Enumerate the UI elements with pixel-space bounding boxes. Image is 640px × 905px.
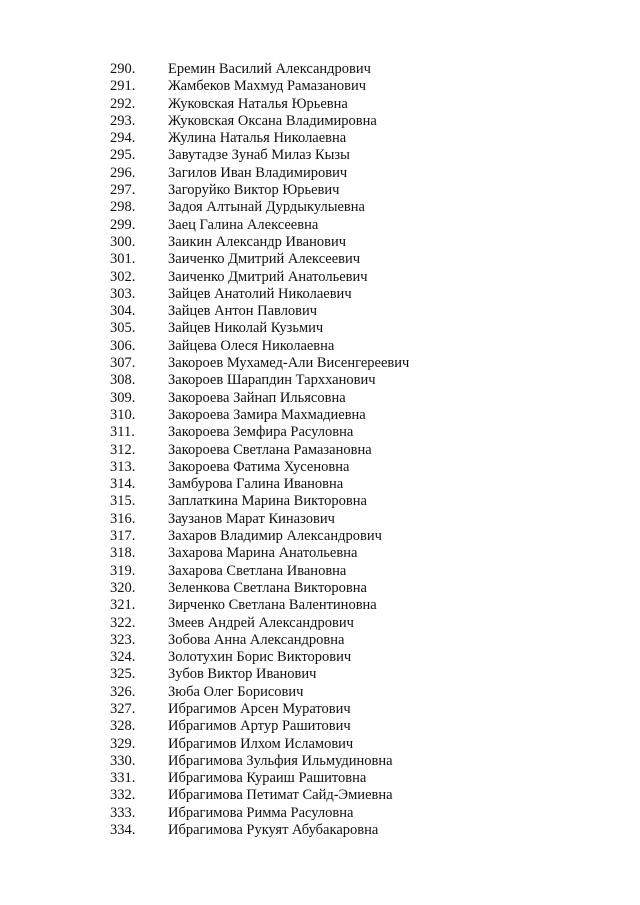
entry-number: 310. <box>110 406 136 423</box>
entry-number: 294. <box>110 130 136 147</box>
list-item <box>110 113 620 130</box>
entry-name: Заец Галина Алексеевна <box>168 216 319 233</box>
entry-name: Жуковская Оксана Владимировна <box>168 112 377 129</box>
entry-number: 333. <box>110 804 136 821</box>
entry-name: Зобова Анна Александровна <box>168 631 345 648</box>
entry-number: 315. <box>110 493 136 510</box>
list-item <box>110 545 620 562</box>
list-item <box>110 424 620 441</box>
entry-number: 299. <box>110 216 136 233</box>
list-item <box>110 649 620 666</box>
list-item <box>110 718 620 735</box>
entry-number: 293. <box>110 112 136 129</box>
entry-name: Ибрагимова Зульфия Ильмудиновна <box>168 752 393 769</box>
list-item <box>110 753 620 770</box>
entry-name: Зеленкова Светлана Викторовна <box>168 579 367 596</box>
entry-number: 325. <box>110 666 136 683</box>
entry-number: 309. <box>110 389 136 406</box>
list-item <box>110 355 620 372</box>
entry-number: 304. <box>110 303 136 320</box>
entry-number: 297. <box>110 182 136 199</box>
entry-number: 322. <box>110 614 136 631</box>
entry-number: 316. <box>110 510 136 527</box>
entry-name: Заикин Александр Иванович <box>168 233 347 250</box>
entry-name: Зубов Виктор Иванович <box>168 666 317 683</box>
entry-number: 290. <box>110 61 136 77</box>
entry-name: Зайцев Антон Павлович <box>168 303 318 320</box>
entry-name: Загоруйко Виктор Юрьевич <box>168 182 340 199</box>
entry-number: 291. <box>110 78 136 95</box>
list-item <box>110 805 620 822</box>
entry-name: Захаров Владимир Александрович <box>168 528 382 545</box>
list-item <box>110 442 620 459</box>
entry-number: 319. <box>110 562 136 579</box>
list-item <box>110 770 620 787</box>
entry-number: 312. <box>110 441 136 458</box>
entry-number: 331. <box>110 770 136 787</box>
list-item <box>110 320 620 337</box>
list-item <box>110 182 620 199</box>
entry-number: 334. <box>110 822 136 839</box>
list-item <box>110 372 620 389</box>
entry-number: 296. <box>110 164 136 181</box>
list-item <box>110 493 620 510</box>
entry-number: 318. <box>110 545 136 562</box>
list-item <box>110 684 620 701</box>
entry-name: Закороев Шарапдин Тархханович <box>168 372 376 389</box>
entry-number: 305. <box>110 320 136 337</box>
list-item <box>110 459 620 476</box>
list-item <box>110 701 620 718</box>
entry-number: 292. <box>110 95 136 112</box>
list-item <box>110 286 620 303</box>
entry-number: 332. <box>110 787 136 804</box>
list-item <box>110 269 620 286</box>
entry-number: 324. <box>110 649 136 666</box>
entry-number: 323. <box>110 631 136 648</box>
entry-name: Зайцев Анатолий Николаевич <box>168 285 352 302</box>
list-item <box>110 736 620 753</box>
entry-name: Закороева Светлана Рамазановна <box>168 441 372 458</box>
entry-number: 308. <box>110 372 136 389</box>
entry-name: Золотухин Борис Викторович <box>168 649 352 666</box>
entry-name: Зюба Олег Борисович <box>168 683 304 700</box>
list-item <box>110 615 620 632</box>
entry-number: 311. <box>110 424 135 441</box>
entry-number: 307. <box>110 355 136 372</box>
entry-name: Захарова Светлана Ивановна <box>168 562 347 579</box>
entry-name: Закороева Фатима Хусеновна <box>168 458 350 475</box>
entry-name: Жулина Наталья Николаевна <box>168 130 347 147</box>
entry-number: 300. <box>110 233 136 250</box>
entry-number: 303. <box>110 285 136 302</box>
list-item <box>110 251 620 268</box>
list-item <box>110 787 620 804</box>
list-item <box>110 563 620 580</box>
entry-number: 295. <box>110 147 136 164</box>
list-item <box>110 390 620 407</box>
entry-name: Ибрагимов Илхом Исламович <box>168 735 354 752</box>
list-item <box>110 96 620 113</box>
entry-name: Ибрагимова Римма Расуловна <box>168 804 354 821</box>
entry-name: Заиченко Дмитрий Алексеевич <box>168 251 361 268</box>
entry-name: Ибрагимова Петимат Сайд-Эмиевна <box>168 787 393 804</box>
entry-number: 317. <box>110 528 136 545</box>
entry-name: Заплаткина Марина Викторовна <box>168 493 367 510</box>
entry-name: Закороева Земфира Расуловна <box>168 424 354 441</box>
list-item <box>110 822 620 839</box>
entry-number: 327. <box>110 700 136 717</box>
entry-name: Зайцева Олеся Николаевна <box>168 337 335 354</box>
entry-number: 328. <box>110 718 136 735</box>
entry-name: Загилов Иван Владимирович <box>168 164 348 181</box>
entry-name: Ибрагимов Артур Рашитович <box>168 718 351 735</box>
entry-name: Закороев Мухамед-Али Висенгереевич <box>168 355 410 372</box>
entry-number: 306. <box>110 337 136 354</box>
entry-name: Заузанов Марат Киназович <box>168 510 335 527</box>
list-item <box>110 580 620 597</box>
list-item <box>110 78 620 95</box>
entry-name: Ибрагимова Рукуят Абубакаровна <box>168 822 379 839</box>
list-item <box>110 476 620 493</box>
entry-number: 313. <box>110 458 136 475</box>
list-item <box>110 407 620 424</box>
list-item <box>110 165 620 182</box>
list-item <box>110 61 620 78</box>
list-item <box>110 666 620 683</box>
list-item <box>110 199 620 216</box>
entry-name: Жуковская Наталья Юрьевна <box>168 95 348 112</box>
name-list <box>110 61 620 839</box>
entry-name: Зирченко Светлана Валентиновна <box>168 597 377 614</box>
entry-number: 298. <box>110 199 136 216</box>
entry-number: 330. <box>110 752 136 769</box>
entry-name: Еремин Василий Александрович <box>168 61 371 77</box>
list-item <box>110 147 620 164</box>
list-item <box>110 217 620 234</box>
entry-name: Заиченко Дмитрий Анатольевич <box>168 268 368 285</box>
list-item <box>110 632 620 649</box>
list-item <box>110 130 620 147</box>
list-item <box>110 234 620 251</box>
entry-name: Закороева Зайнап Ильясовна <box>168 389 346 406</box>
entry-number: 302. <box>110 268 136 285</box>
entry-number: 314. <box>110 476 136 493</box>
entry-number: 329. <box>110 735 136 752</box>
entry-number: 320. <box>110 579 136 596</box>
list-item <box>110 597 620 614</box>
entry-name: Змеев Андрей Александрович <box>168 614 354 631</box>
entry-name: Замбурова Галина Ивановна <box>168 476 344 493</box>
entry-name: Ибрагимова Кураиш Рашитовна <box>168 770 367 787</box>
entry-name: Зайцев Николай Кузьмич <box>168 320 324 337</box>
entry-name: Жамбеков Махмуд Рамазанович <box>168 78 367 95</box>
list-item <box>110 338 620 355</box>
entry-number: 301. <box>110 251 136 268</box>
entry-name: Ибрагимов Арсен Муратович <box>168 700 351 717</box>
entry-number: 321. <box>110 597 136 614</box>
entry-name: Задоя Алтынай Дурдыкулыевна <box>168 199 365 216</box>
entry-name: Завутадзе Зунаб Милаз Кызы <box>168 147 350 164</box>
list-item <box>110 303 620 320</box>
entry-name: Закороева Замира Махмадиевна <box>168 406 366 423</box>
entry-number: 326. <box>110 683 136 700</box>
list-item <box>110 511 620 528</box>
list-item <box>110 528 620 545</box>
entry-name: Захарова Марина Анатольевна <box>168 545 358 562</box>
